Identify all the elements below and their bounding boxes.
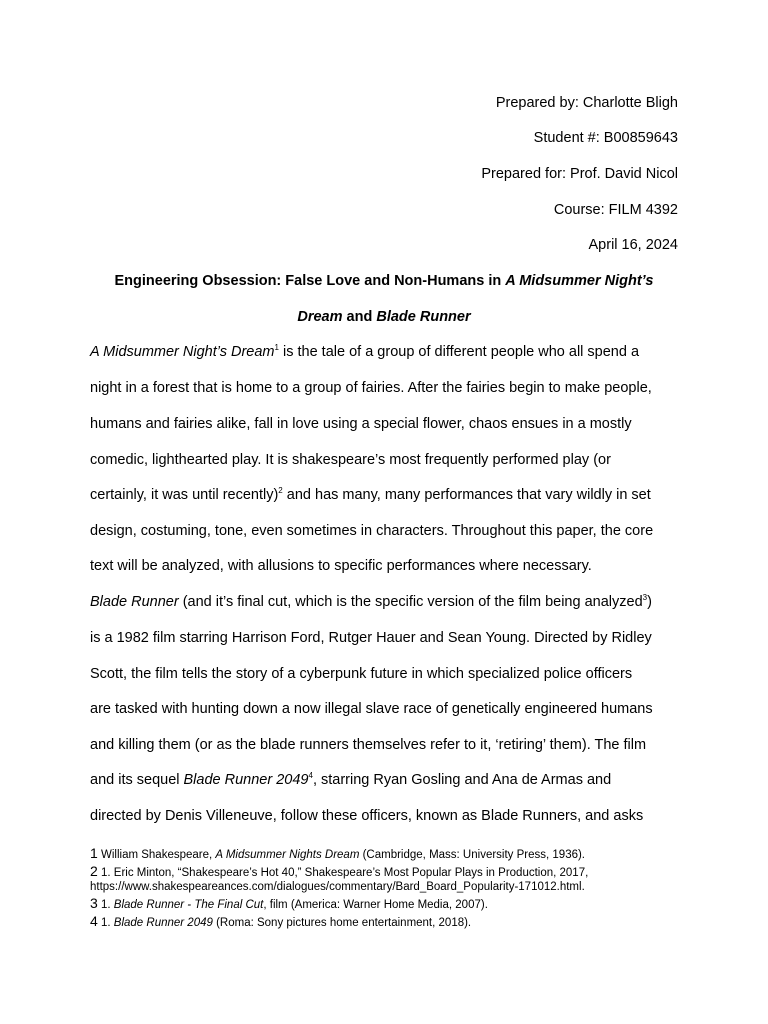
body-line: design, costuming, tone, even sometimes in characters. Throughout this paper, the core [90, 523, 654, 539]
body-line: directed by Denis Villeneuve, follow these officers, known as Blade Runners, and asks [90, 808, 644, 824]
body-line: Scott, the film tells the story of a cyberpunk future in which specialized police officers [90, 666, 633, 682]
footnote-3: 3 1. Blade Runner - The Final Cut, film (America: Warner Home Media, 2007). [90, 895, 488, 911]
footnote-ref[interactable]: 2 [278, 486, 283, 496]
footnote-number: 2 [90, 863, 98, 879]
footnote-ref[interactable]: 1 [274, 343, 279, 353]
footnote-1: 1 William Shakespeare, A Midsummer Nights Dream (Cambridge, Mass: University Press, 1936). [90, 845, 586, 861]
body-line: are tasked with hunting down a now illegal slave race of genetically engineered humans [90, 701, 653, 717]
footnote-number: 3 [90, 895, 98, 911]
body-line: A Midsummer Night’s Dream$^1$ is the tale of a group of different people who all spend a [90, 343, 640, 360]
body-line: Blade Runner (and it’s final cut, which is the specific version of the film being analyzed$^3$) [90, 593, 652, 610]
page-title-line-1: Engineering Obsession: False Love and Non-Humans in A Midsummer Night’s [114, 273, 654, 289]
prepared-by: Prepared by: Charlotte Bligh [495, 95, 678, 111]
page-title-line-2: Dream and Blade Runner [297, 309, 471, 325]
student-number: Student #: B00859643 [533, 130, 678, 146]
footnote-number: 4 [90, 913, 98, 929]
body-line: certainly, it was until recently)$^2$ and has many, many performances that vary wildly in set [90, 486, 651, 503]
footnote-ref[interactable]: 3 [642, 593, 648, 603]
footnote-ref[interactable]: 4 [308, 771, 313, 781]
footnote-number: 1 [90, 845, 98, 861]
body-line: and killing them (or as the blade runners themselves refer to it, ‘retiring’ them). The film [90, 737, 647, 753]
prepared-for: Prepared for: Prof. David Nicol [481, 166, 678, 182]
body-line: humans and fairies alike, fall in love using a special flower, chaos ensues in a mostly [90, 416, 632, 432]
body-line: text will be analyzed, with allusions to specific performances where necessary. [90, 558, 592, 574]
body-line: and its sequel Blade Runner 2049$^4$, starring Ryan Gosling and Ana de Armas and [90, 771, 612, 788]
body-line: night in a forest that is home to a group of fairies. After the fairies begin to make people, [90, 380, 652, 396]
footnote-2-url[interactable]: https://www.shakespeareances.com/dialogues/commentary/Bard_Board_Popularity-171012.html. [90, 881, 585, 893]
date: April 16, 2024 [588, 237, 678, 253]
course: Course: FILM 4392 [553, 202, 678, 218]
body-line: is a 1982 film starring Harrison Ford, Rutger Hauer and Sean Young. Directed by Ridley [90, 630, 652, 646]
footnote-2: 2 1. Eric Minton, “Shakespeare’s Hot 40,” Shakespeare’s Most Popular Plays in Production, 2017, [90, 863, 589, 879]
body-line: comedic, lighthearted play. It is shakespeare’s most frequently performed play (or [90, 452, 611, 468]
footnote-4: 4 1. Blade Runner 2049 (Roma: Sony pictures home entertainment, 2018). [90, 913, 472, 929]
